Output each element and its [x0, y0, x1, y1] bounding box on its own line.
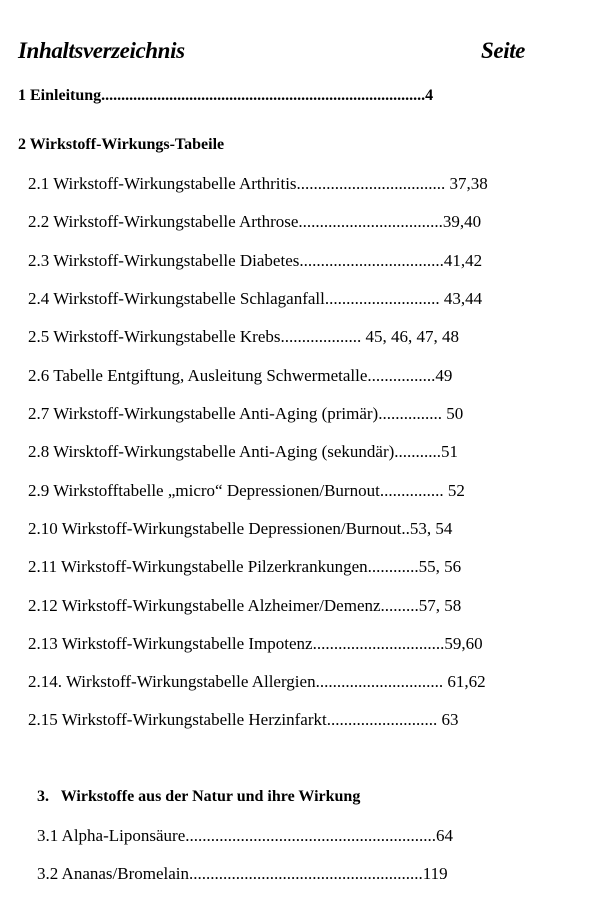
toc-entry: 3.1 Alpha-Liponsäure...........................................................64 — [37, 826, 453, 845]
toc-entry: 2.13 Wirkstoff-Wirkungstabelle Impotenz...............................59,60 — [28, 634, 483, 653]
toc-entry: 2.12 Wirkstoff-Wirkungstabelle Alzheimer/Demenz.........57, 58 — [28, 596, 462, 615]
toc-section-3-heading: 3. Wirkstoffe aus der Natur und ihre Wirkung — [37, 788, 361, 805]
toc-entry: 2.5 Wirkstoff-Wirkungstabelle Krebs................... 45, 46, 47, 48 — [28, 327, 459, 346]
toc-title: Inhaltsverzeichnis — [18, 38, 185, 63]
toc-entry: 2.14. Wirkstoff-Wirkungstabelle Allergien.............................. 61,62 — [28, 672, 486, 691]
page-column-label: Seite — [481, 38, 525, 63]
toc-entry-introduction: 1 Einleitung.................................................................................4 — [18, 87, 434, 104]
toc-entry: 2.4 Wirkstoff-Wirkungstabelle Schlaganfall........................... 43,44 — [28, 289, 483, 308]
toc-entry: 2.6 Tabelle Entgiftung, Ausleitung Schwermetalle................49 — [28, 366, 453, 385]
toc-entry: 3.2 Ananas/Bromelain.......................................................119 — [37, 864, 448, 883]
toc-entry: 2.9 Wirkstofftabelle „micro“ Depressionen/Burnout............... 52 — [28, 481, 465, 500]
toc-entry: 2.8 Wirsktoff-Wirkungstabelle Anti-Aging (sekundär)...........51 — [28, 442, 459, 461]
toc-entry: 2.10 Wirkstoff-Wirkungstabelle Depressionen/Burnout..53, 54 — [28, 519, 453, 538]
toc-section-2-heading: 2 Wirkstoff-Wirkungs-Tabeile — [18, 136, 225, 153]
toc-entry: 2.3 Wirkstoff-Wirkungstabelle Diabetes..................................41,42 — [28, 251, 483, 270]
toc-entry: 2.11 Wirkstoff-Wirkungstabelle Pilzerkrankungen............55, 56 — [28, 557, 462, 576]
toc-entry: 2.2 Wirkstoff-Wirkungstabelle Arthrose..................................39,40 — [28, 212, 482, 231]
toc-entry: 2.15 Wirkstoff-Wirkungstabelle Herzinfarkt.......................... 63 — [28, 710, 459, 729]
toc-entry: 2.7 Wirkstoff-Wirkungstabelle Anti-Aging (primär)............... 50 — [28, 404, 464, 423]
toc-entry: 2.1 Wirkstoff-Wirkungstabelle Arthritis................................... 37,38 — [28, 174, 488, 193]
